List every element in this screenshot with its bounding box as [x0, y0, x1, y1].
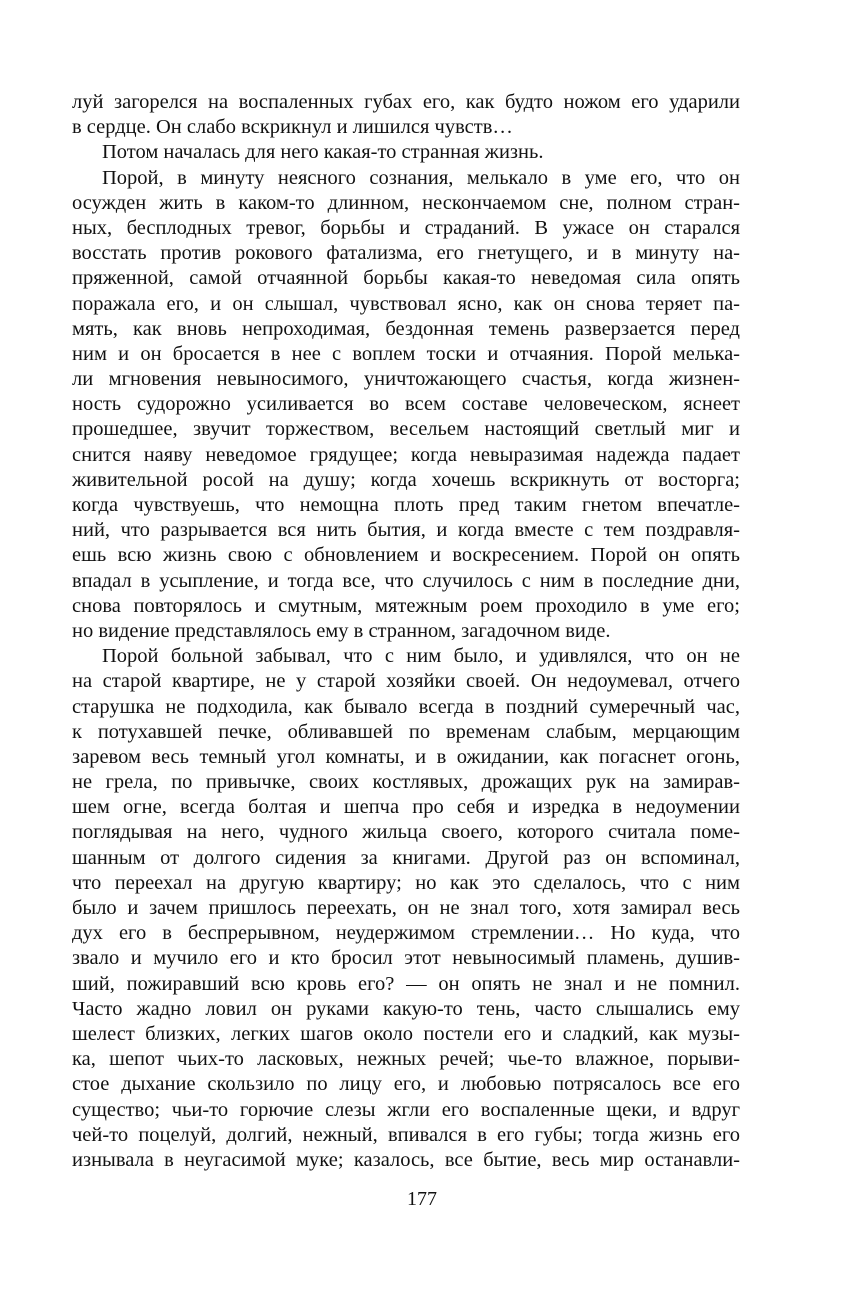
text-line: снится наяву неведомое грядущее; когда невыразимая надежда падает — [72, 443, 740, 466]
text-line: существо; чьи-то горючие слезы жгли его воспаленные щеки, и вдруг — [72, 1098, 740, 1121]
text-line: Потом началась для него какая-то странная жизнь. — [102, 141, 544, 164]
page-text — [72, 90, 740, 1173]
text-line: ший, пожиравший всю кровь его? — он опять не знал и не помнил. — [72, 972, 740, 995]
text-line: изнывала в неугасимой муке; казалось, все бытие, весь мир останавли- — [72, 1148, 740, 1171]
text-line: шем огне, всегда болтая и шепча про себя и изредка в недоумении — [72, 796, 740, 819]
text-line: пряженной, самой отчаянной борьбы какая-то неведомая сила опять — [72, 267, 740, 290]
text-line: ний, что разрывается вся нить бытия, и когда вместе с тем поздравля- — [72, 519, 740, 542]
text-line: ных, бесплодных тревог, борьбы и страданий. В ужасе он старался — [72, 216, 740, 239]
text-line: к потухавшей печке, обливавшей по временам слабым, мерцающим — [72, 720, 740, 743]
text-line: когда чувствуешь, что немощна плоть пред таким гнетом впечатле- — [72, 494, 740, 516]
text-line: осужден жить в каком-то длинном, нескончаемом сне, полном стран- — [72, 191, 740, 214]
text-line: ность судорожно усиливается во всем составе человеческом, яснеет — [72, 393, 740, 416]
text-line: ли мгновения невыносимого, уничтожающего счастья, когда жизнен- — [72, 368, 740, 391]
text-line: Порой, в минуту неясного сознания, мелькало в уме его, что он — [102, 166, 740, 189]
text-line: в сердце. Он слабо вскрикнул и лишился чувств… — [72, 116, 513, 139]
text-line: мять, как вновь непроходимая, бездонная темень разверзается перед — [72, 317, 740, 340]
text-line: звало и мучило его и кто бросил этот невыносимый пламень, душив- — [72, 947, 740, 970]
text-line: на старой квартире, не у старой хозяйки своей. Он недоумевал, отчего — [72, 670, 740, 693]
text-line: ешь всю жизнь свою с обновлением и воскресением. Порой он опять — [72, 544, 740, 567]
text-line: шанным от долгого сидения за книгами. Другой раз он вспоминал, — [72, 846, 740, 869]
text-line: ним и он бросается в нее с воплем тоски и отчаяния. Порой мелька- — [72, 342, 740, 365]
text-line: не грела, по привычке, своих костлявых, дрожащих рук на замирав- — [72, 771, 740, 794]
text-line: живительной росой на душу; когда хочешь вскрикнуть от восторга; — [72, 468, 740, 491]
text-line: заревом весь темный угол комнаты, и в ожидании, как погаснет огонь, — [72, 745, 740, 768]
text-line: Порой больной забывал, что с ним было, и удивлялся, что он не — [102, 645, 740, 668]
text-line: снова повторялось и смутным, мятежным роем проходило в уме его; — [72, 594, 740, 617]
text-line: впадал в усыпление, и тогда все, что случилось с ним в последние дни, — [72, 569, 740, 592]
text-line: старушка не подходила, как бывало всегда в поздний сумеречный час, — [72, 695, 740, 718]
text-line: поглядывая на него, чудного жильца своего, которого считала поме- — [72, 821, 740, 844]
text-line: ка, шепот чьих-то ласковых, нежных речей; чье-то влажное, порыви- — [72, 1048, 740, 1071]
text-line: восстать против рокового фатализма, его гнетущего, и в минуту на- — [72, 242, 740, 265]
text-line: прошедшее, звучит торжеством, весельем настоящий светлый миг и — [72, 418, 740, 441]
text-line: стое дыхание скользило по лицу его, и любовью потрясалось все его — [72, 1073, 740, 1096]
text-line: но видение представлялось ему в странном, загадочном виде. — [72, 619, 611, 642]
text-line: дух его в беспрерывном, неудержимом стремлении… Но куда, что — [72, 922, 740, 945]
page-number: 177 — [407, 1188, 437, 1210]
text-line: было и зачем пришлось переехать, он не знал того, хотя замирал весь — [72, 897, 740, 919]
text-line: Часто жадно ловил он руками какую-то тень, часто слышались ему — [72, 997, 740, 1020]
text-line: чей-то поцелуй, долгий, нежный, впивался в его губы; тогда жизнь его — [72, 1123, 740, 1146]
text-line: поражала его, и он слышал, чувствовал ясно, как он снова теряет па- — [72, 292, 740, 315]
text-line: шелест близких, легких шагов около постели его и сладкий, как музы- — [72, 1022, 740, 1045]
text-line: что переехал на другую квартиру; но как это сделалось, что с ним — [72, 871, 740, 894]
text-line: луй загорелся на воспаленных губах его, как будто ножом его ударили — [72, 91, 740, 113]
